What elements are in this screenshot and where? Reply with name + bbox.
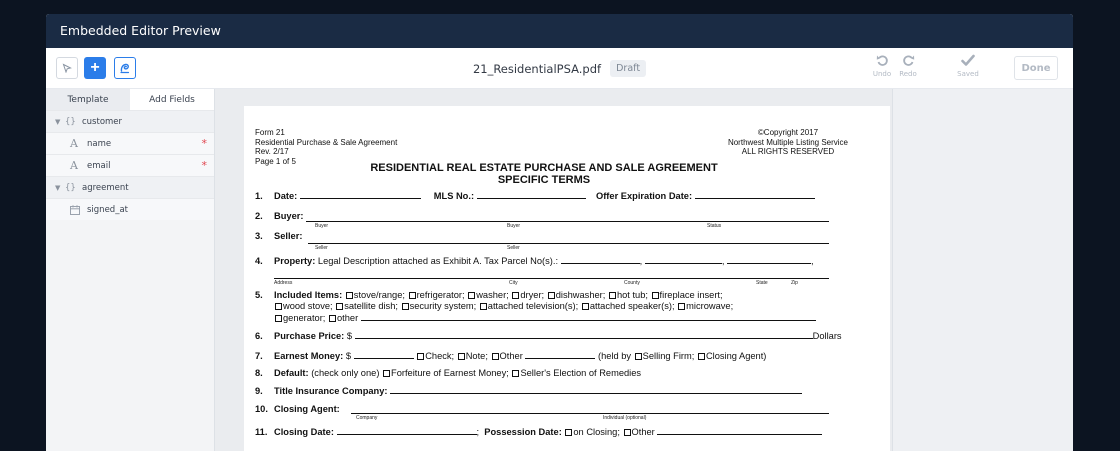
term-closing-agent: 10. Closing Agent: [255,404,340,414]
checkbox[interactable] [652,292,659,299]
term-buyer: 2. Buyer: [255,211,304,221]
signature-icon [118,61,132,75]
parcel-line[interactable] [645,255,722,264]
checkbox[interactable] [624,429,631,436]
toolbar [46,48,1073,89]
checkbox[interactable] [480,303,487,310]
sub-label: Address [274,280,293,286]
sub-label: Individual (optional) [603,415,647,421]
status-badge: Draft [610,60,646,77]
term-property: 4. Property: Legal Description attached as Exhibit A. Tax Parcel No(s).: , , , [255,256,814,266]
tree-group-agreement[interactable] [46,176,214,198]
sub-label: Buyer [507,223,521,229]
editor-body [46,89,1073,451]
tab-add-fields[interactable]: Add Fields [130,89,214,110]
tree-field-name[interactable] [46,132,214,154]
header-line: Rev. 2/17 [255,147,289,156]
cursor-icon [62,63,72,73]
header-line: Northwest Multiple Listing Service [727,137,848,147]
checkbox[interactable] [492,353,499,360]
checkbox[interactable] [512,292,519,299]
checkbox[interactable] [468,292,475,299]
header-line: Page 1 of 5 [255,156,296,166]
closing-agent-line[interactable] [351,413,829,414]
calendar-icon [70,205,87,215]
sub-label: Company [356,415,378,421]
object-icon: {} [65,182,76,193]
object-icon: {} [65,116,76,127]
redo-icon [902,54,915,67]
tool-group [56,57,136,79]
header-line: Residential Purchase & Sale Agreement [255,137,398,147]
undo-label: Undo [872,70,892,78]
subtitle-line: SPECIFIC TERMS [497,174,591,186]
tree-field-label: name [87,138,112,149]
text-type-icon: A [70,159,78,172]
header-line: Form 21 [255,128,285,137]
closing-date-line[interactable] [337,426,477,435]
text-type-icon: A [70,137,78,150]
form-header-right [728,128,848,157]
checkbox[interactable] [275,303,282,310]
check-icon [961,54,975,67]
properties-panel [892,89,1073,451]
saved-indicator [953,54,983,78]
checkbox[interactable] [409,292,416,299]
checkbox[interactable] [458,353,465,360]
term-earnest-money: 7. Earnest Money: $ Check; Note; Other (held by Selling Firm; Closing Agent) [255,351,767,361]
sub-label: Status [707,223,722,229]
checkbox[interactable] [336,303,343,310]
other-items-line[interactable] [361,312,816,321]
redo-button[interactable] [893,54,923,78]
checkbox[interactable] [512,370,519,377]
checkbox[interactable] [678,303,685,310]
tree-field-email[interactable] [46,154,214,176]
add-field-button[interactable]: + [84,57,106,79]
term-closing-date: 11. Closing Date: ; Possession Date: on Closing; Other [255,426,822,438]
required-marker: * [201,159,207,172]
term-purchase-price: 6. Purchase Price: $ Dollars [255,331,842,341]
checkbox[interactable] [635,353,642,360]
required-marker: * [201,137,207,150]
sub-label: City [509,280,518,286]
checkbox[interactable] [329,315,336,322]
sub-label: State [756,280,768,286]
signature-tool-button[interactable] [114,57,136,79]
checkbox[interactable] [565,429,572,436]
term-included-items-3: generator; other [274,312,816,324]
done-button[interactable]: Done [1014,56,1058,80]
title-line: RESIDENTIAL REAL ESTATE PURCHASE AND SALE AGREEMENT [370,162,718,174]
document-title [244,162,844,186]
caret-down-icon: ▼ [55,183,61,192]
tree-group-customer[interactable] [46,110,214,132]
earnest-other-line[interactable] [525,350,595,359]
checkbox[interactable] [698,353,705,360]
checkbox[interactable] [275,315,282,322]
checkbox[interactable] [417,353,424,360]
checkbox[interactable] [548,292,555,299]
sub-label: Zip [791,280,798,286]
document-canvas[interactable] [215,89,892,451]
parcel-line[interactable] [561,255,640,264]
header-line: ©Copyright 2017 [757,128,819,137]
caret-down-icon: ▼ [55,117,61,126]
pdf-page [244,106,890,451]
term-included-items-2: wood stove; satellite dish; security system; attached television(s); attached speaker(s); microwave; [274,301,733,312]
tree-group-label: customer [82,116,123,127]
undo-icon [876,54,889,67]
form-header-left [255,128,397,166]
term-default: 8. Default: (check only one) Forfeiture of Earnest Money; Seller's Election of Remedies [255,368,642,378]
sidebar [46,89,215,451]
offer-expiration-line[interactable] [695,190,815,199]
buyer-line[interactable] [306,221,829,222]
saved-label: Saved [957,70,979,78]
term-included-items: 5. Included Items: stove/range; refrigerator; washer; dryer; dishwasher; hot tub; fireplace insert; [255,290,723,300]
header-line: ALL RIGHTS RESERVED [741,147,835,156]
purchase-price-line[interactable] [355,330,813,339]
checkbox[interactable] [609,292,616,299]
address-line[interactable] [274,278,829,279]
possession-other-line[interactable] [657,426,822,435]
checkbox[interactable] [582,303,589,310]
tree-field-signed-at[interactable] [46,198,214,220]
select-tool-button[interactable] [56,57,78,79]
sub-label: County [624,280,640,286]
tree-field-label: signed_at [87,204,128,215]
parcel-line[interactable] [727,255,811,264]
sub-label: Buyer [315,223,329,229]
checkbox[interactable] [383,370,390,377]
date-line[interactable] [300,190,421,199]
term-seller: 3. Seller: [255,231,303,241]
title-insurance-line[interactable] [390,385,802,394]
window-title: Embedded Editor Preview [46,14,1073,48]
checkbox[interactable] [346,292,353,299]
earnest-amount-line[interactable] [354,350,414,359]
tree-field-label: email [87,160,111,171]
redo-label: Redo [899,70,917,78]
sub-label: Seller [315,245,328,251]
tab-template[interactable]: Template [46,89,130,110]
sidebar-tabs [46,89,214,110]
mls-line[interactable] [477,190,586,199]
file-name: 21_ResidentialPSA.pdf [472,61,602,76]
tree-group-label: agreement [82,182,129,193]
checkbox[interactable] [402,303,409,310]
term-title-insurance: 9. Title Insurance Company: [255,385,802,397]
editor-window [46,14,1073,451]
term-date: 1. Date: MLS No.: Offer Expiration Date: [255,190,815,202]
sub-label: Seller [507,245,520,251]
seller-line[interactable] [308,243,829,244]
